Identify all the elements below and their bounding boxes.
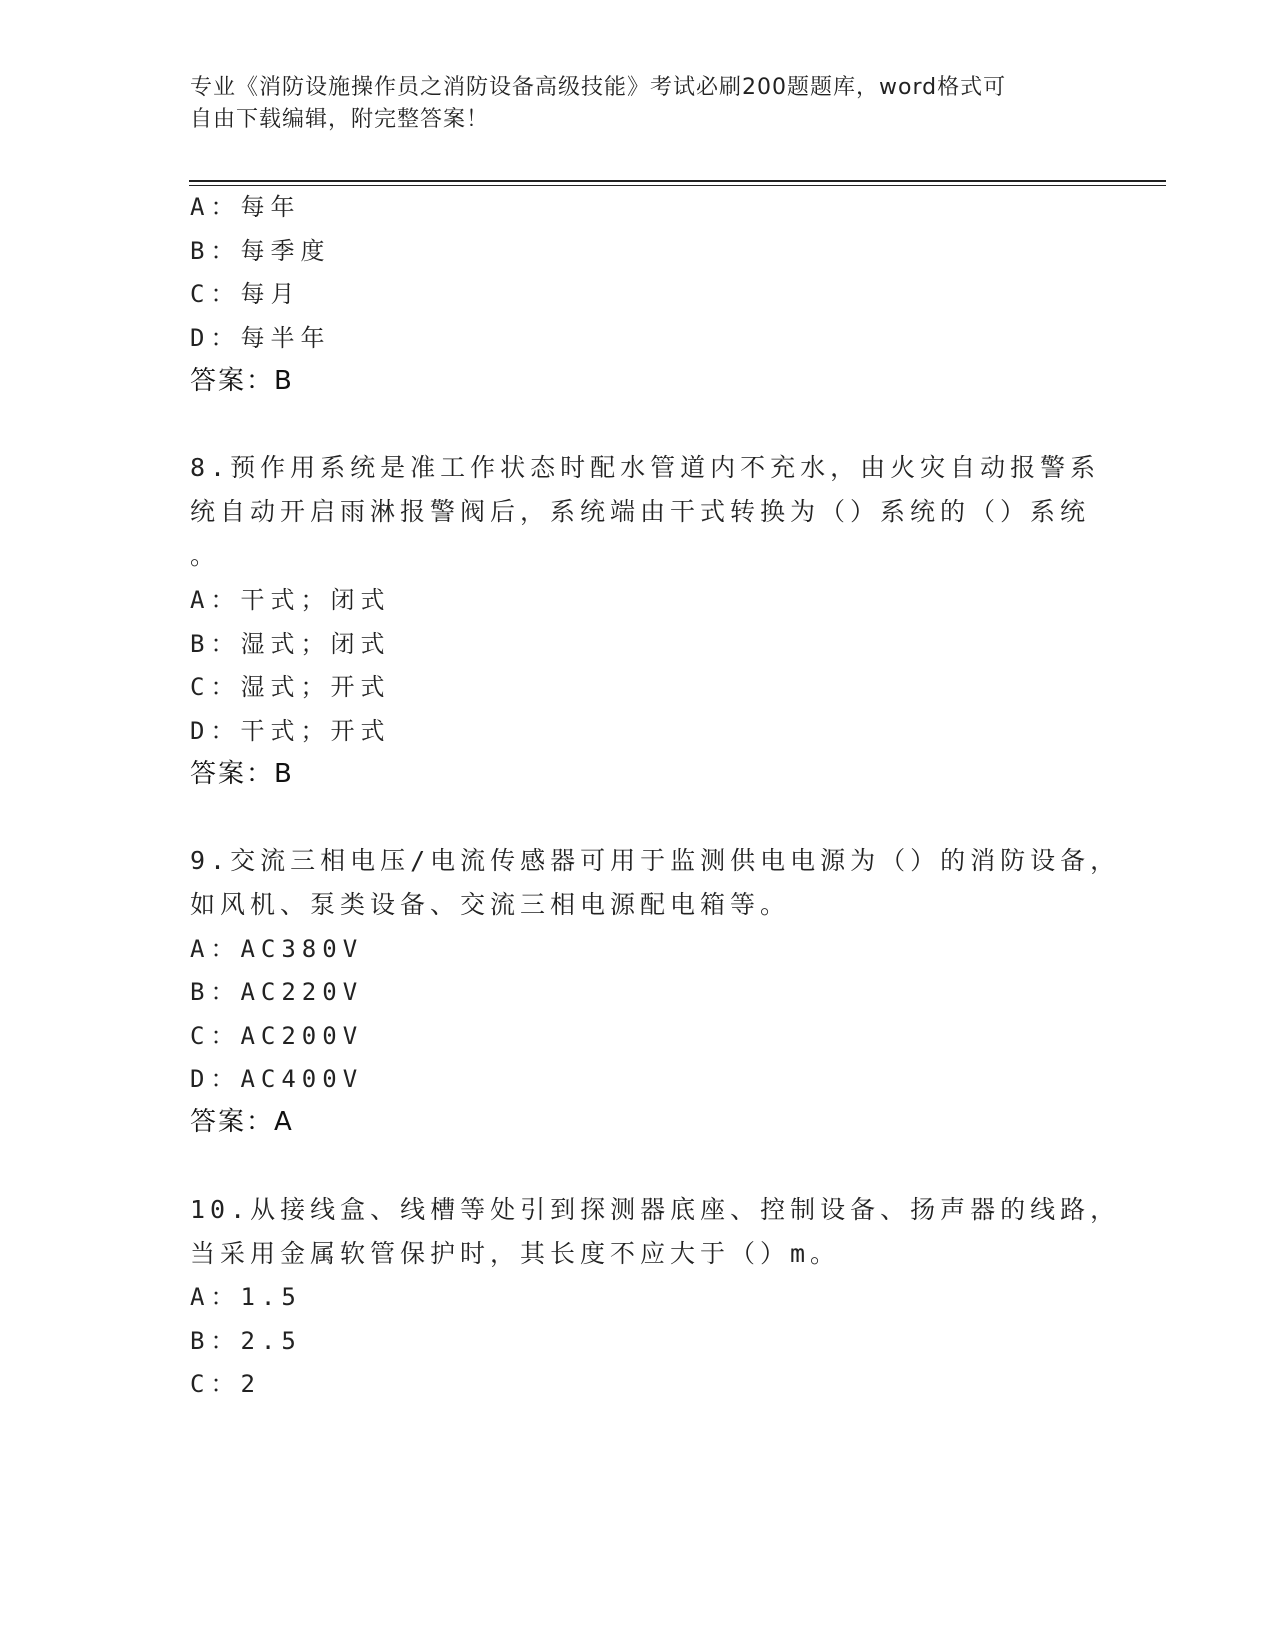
question-8-answer: 答案：B	[190, 759, 294, 789]
question-9-text-line-2: 如风机、泵类设备、交流三相电源配电箱等。	[190, 890, 791, 919]
question-8-option-c: C：湿式；开式	[190, 673, 391, 701]
document-header	[190, 72, 1090, 136]
question-7-option-a: A：每年	[190, 193, 301, 221]
question-8-text-line-2: 统自动开启雨淋报警阀后，系统端由干式转换为（）系统的（）系统	[190, 497, 1091, 526]
question-8-text-line-1: 8.预作用系统是准工作状态时配水管道内不充水，由火灾自动报警系	[190, 453, 1101, 482]
question-9-option-b: B：AC220V	[190, 978, 364, 1006]
question-10-option-b: B：2.5	[190, 1327, 302, 1355]
question-9-answer: 答案：A	[190, 1107, 294, 1137]
question-9-option-a: A：AC380V	[190, 935, 364, 963]
question-9-option-c: C：AC200V	[190, 1022, 364, 1050]
question-8-option-a: A：干式；闭式	[190, 586, 391, 614]
question-10-text-line-1: 10.从接线盒、线槽等处引到探测器底座、控制设备、扬声器的线路，	[190, 1195, 1121, 1224]
question-8-text-line-3: 。	[190, 541, 221, 570]
question-10-option-c: C：2	[190, 1370, 261, 1398]
question-7-answer: 答案：B	[190, 366, 294, 396]
header-divider-thick	[189, 180, 1166, 182]
question-10-option-a: A：1.5	[190, 1283, 302, 1311]
header-line-2: 自由下载编辑，附完整答案！	[190, 107, 490, 132]
question-9-option-d: D：AC400V	[190, 1065, 364, 1093]
question-9-text-line-1: 9.交流三相电压/电流传感器可用于监测供电电源为（）的消防设备，	[190, 846, 1121, 875]
question-8-option-b: B：湿式；闭式	[190, 630, 391, 658]
question-7-option-b: B：每季度	[190, 237, 331, 265]
question-8-option-d: D：干式；开式	[190, 717, 391, 745]
question-7-option-d: D：每半年	[190, 324, 331, 352]
question-10-text-line-2: 当采用金属软管保护时，其长度不应大于（）m。	[190, 1239, 841, 1268]
header-divider-thin	[189, 185, 1166, 186]
question-7-option-c: C：每月	[190, 280, 301, 308]
header-line-1: 专业《消防设施操作员之消防设备高级技能》考试必刷200题题库，word格式可	[190, 75, 1007, 100]
